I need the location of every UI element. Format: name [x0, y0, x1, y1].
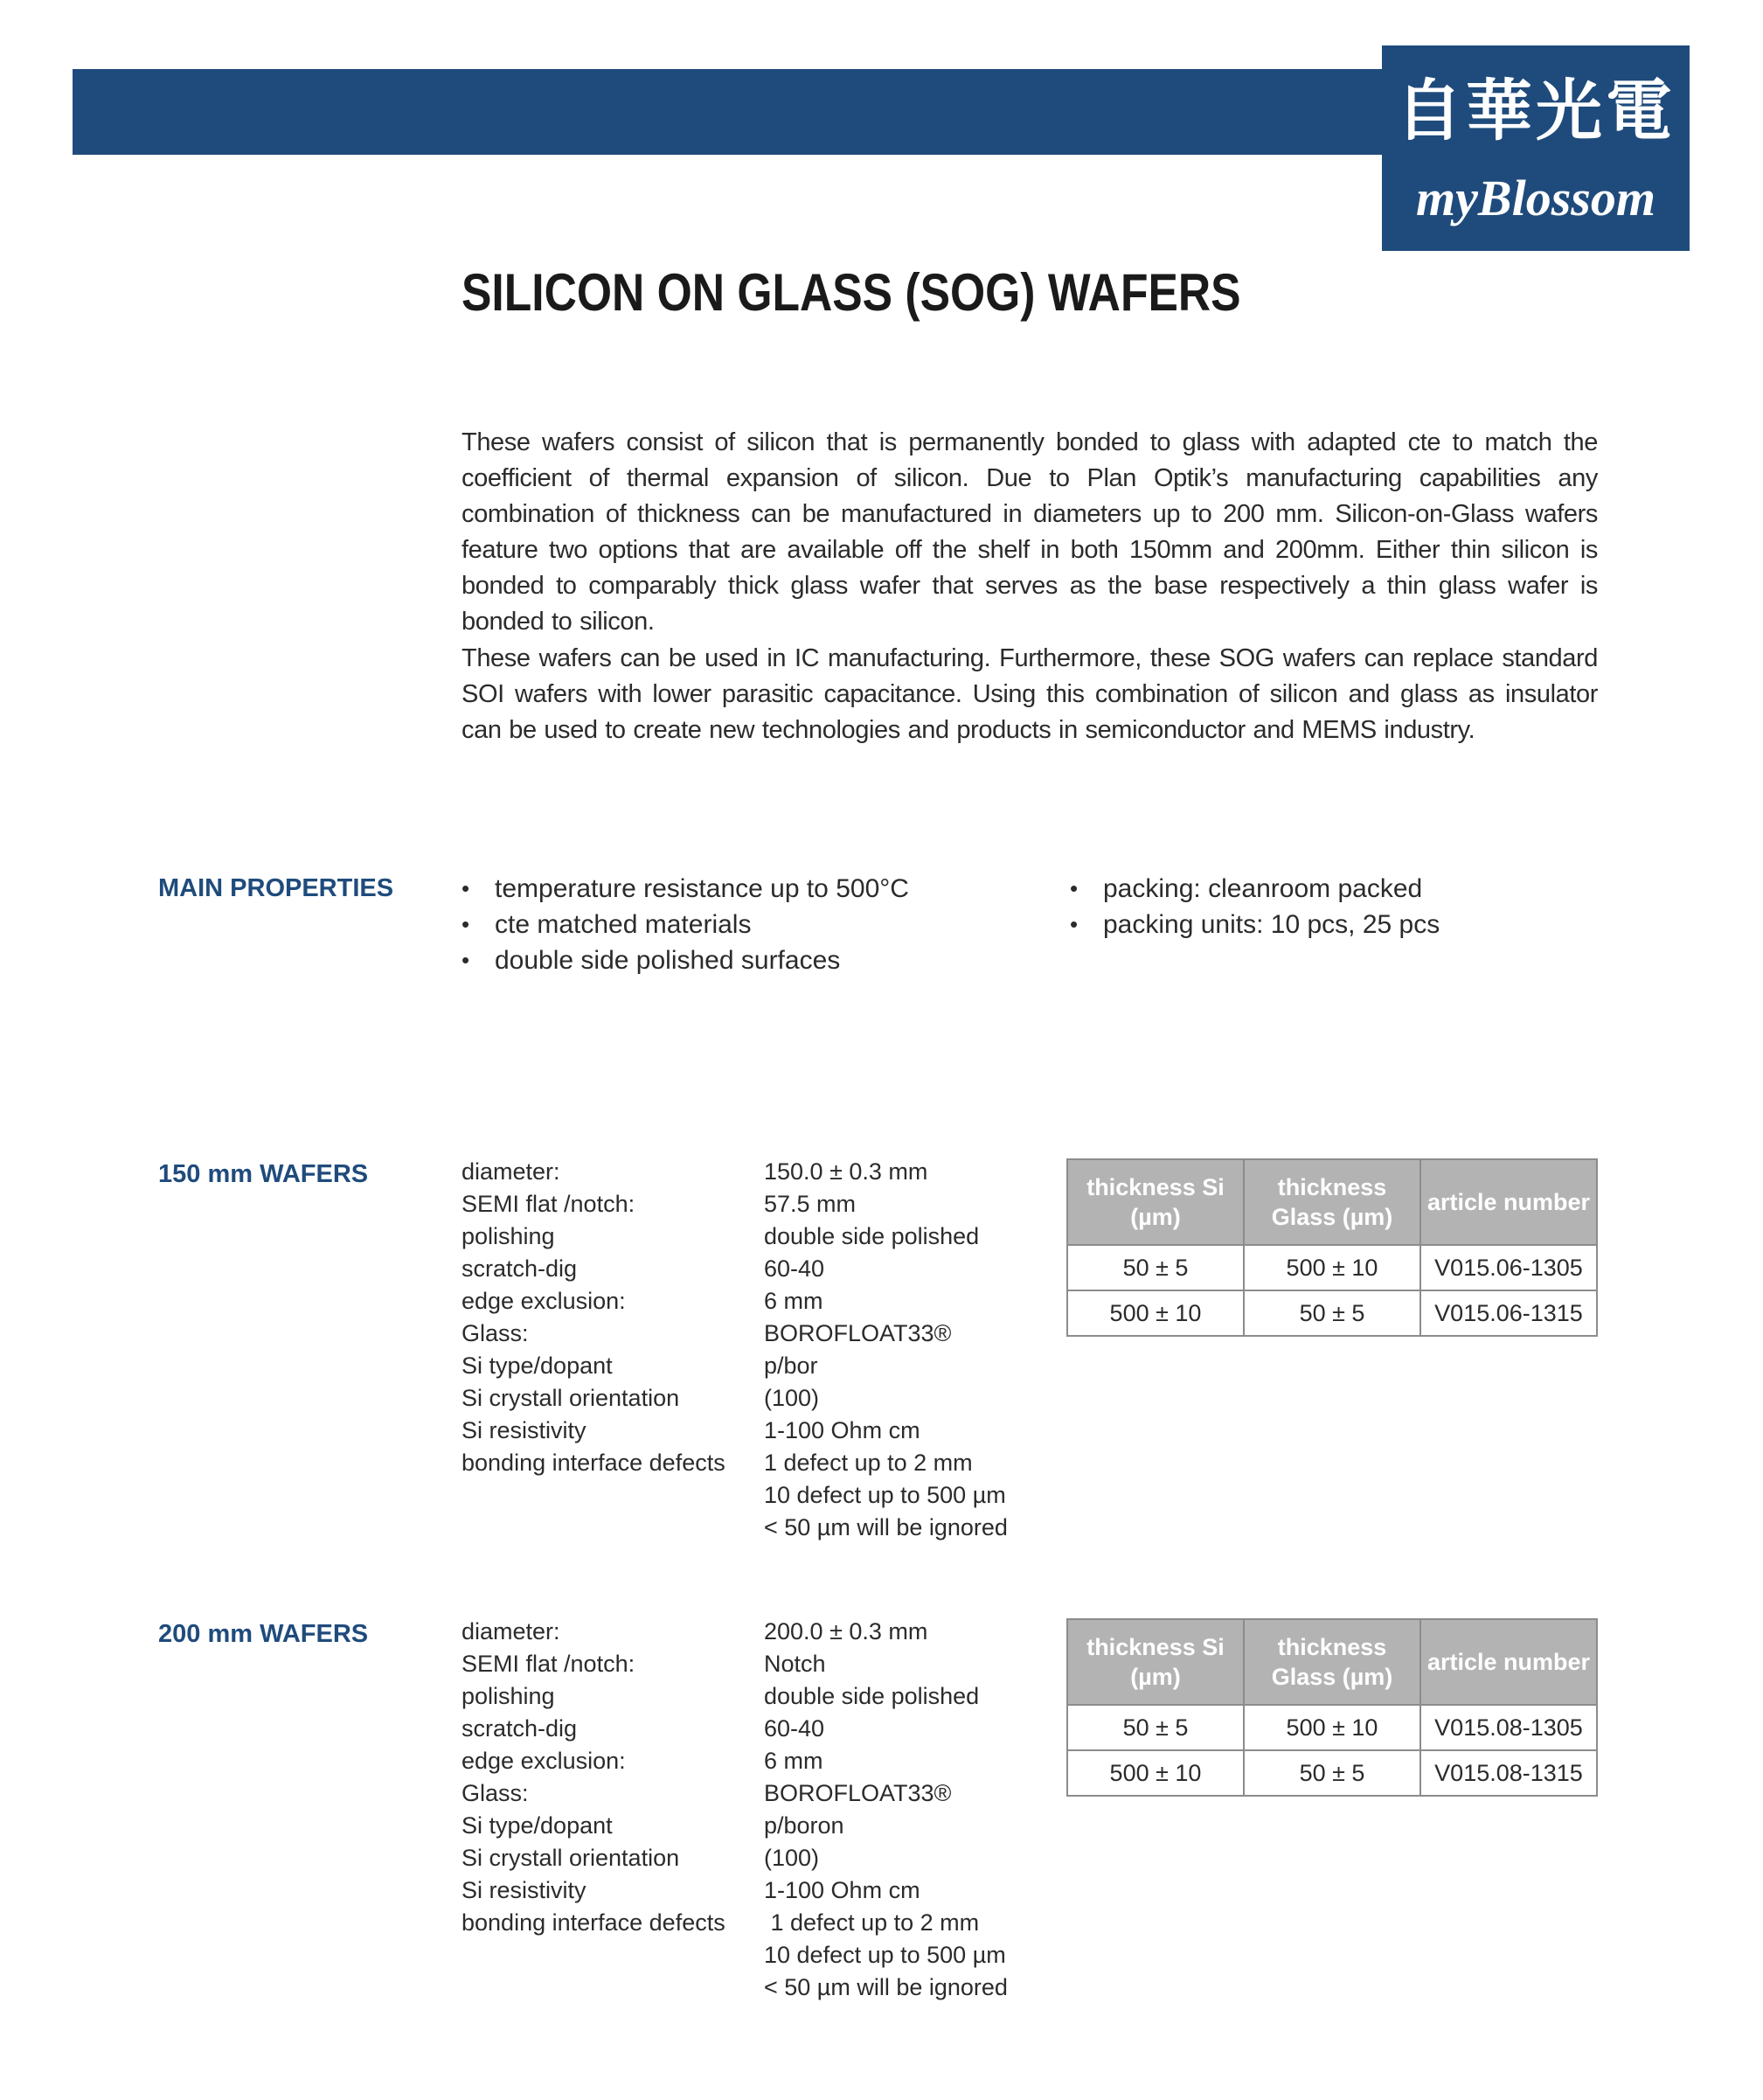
spec-value: (100) [764, 1385, 820, 1411]
table-header-row [1067, 1619, 1597, 1705]
spec-label: Si resistivity [462, 1877, 587, 1903]
table-cell: 50 ± 5 [1067, 1245, 1244, 1290]
spec-value: 60-40 [764, 1715, 825, 1742]
table-row [1067, 1245, 1597, 1290]
wafers-200-label: 200 mm WAFERS [158, 1620, 369, 1648]
spec-value: BOROFLOAT33® [764, 1780, 952, 1806]
wafers-150-article-table [1066, 1158, 1598, 1337]
spec-value: Notch [764, 1651, 826, 1677]
spec-label: Si crystall orientation [462, 1385, 680, 1411]
list-item-text: cte matched materials [495, 910, 752, 939]
column-header: thickness Glass (µm) [1244, 1619, 1420, 1705]
spec-label: Si crystall orientation [462, 1845, 680, 1871]
table-cell: V015.08-1305 [1420, 1705, 1597, 1750]
column-header: thickness Glass (µm) [1244, 1159, 1420, 1245]
spec-label: Glass: [462, 1780, 529, 1806]
spec-label: edge exclusion: [462, 1748, 626, 1774]
spec-value: 57.5 mm [764, 1191, 857, 1217]
bullet-icon: • [462, 911, 470, 937]
header-band [73, 69, 1384, 155]
brand-chinese-name: 自華光電 [1396, 72, 1676, 150]
table-row [1067, 1705, 1597, 1750]
intro-paragraph-1: These wafers consist of silicon that is permanently bonded to glass with adapted cte to match the coefficient of thermal expansion of silicon. Due to Plan Optik’s manufacturing capabilities any combination of thickness can be manufactured in diameters up to 200 mm. Silicon-on-Glass wafers feature two options that are available off the shelf in both 150mm and 200mm. Either thin silicon is bonded to comparably thick glass wafer that serves as the base respectively a thin glass wafer is bonded to silicon. [462, 428, 1598, 636]
spec-label: Si type/dopant [462, 1352, 613, 1379]
table-cell: V015.06-1315 [1420, 1290, 1597, 1336]
column-header: article number [1420, 1159, 1597, 1245]
spec-value: BOROFLOAT33® [764, 1320, 952, 1346]
spec-value: p/boron [764, 1812, 844, 1839]
spec-value: 10 defect up to 500 µm [764, 1482, 1006, 1508]
spec-label: edge exclusion: [462, 1288, 626, 1314]
column-header: thickness Si (µm) [1067, 1159, 1244, 1245]
spec-label: SEMI flat /notch: [462, 1651, 635, 1677]
spec-value: p/bor [764, 1352, 818, 1379]
spec-label: Si resistivity [462, 1417, 587, 1443]
bullet-icon: • [462, 947, 470, 973]
main-properties-right-list [1070, 871, 1440, 942]
spec-label: diameter: [462, 1618, 560, 1645]
spec-value: < 50 µm will be ignored [764, 1974, 1008, 2000]
page-title: SILICON ON GLASS (SOG) WAFERS [462, 263, 1241, 322]
intro-paragraph-2: These wafers can be used in IC manufacturing. Furthermore, these SOG wafers can replace standard SOI wafers with lower parasitic capacitance. Using this combination of silicon and glass as insulator can be used to create new technologies and products in semiconductor and MEMS industry. [462, 644, 1598, 744]
list-item [1070, 907, 1440, 942]
spec-value: 200.0 ± 0.3 mm [764, 1618, 928, 1645]
wafers-150-spec-values [764, 1156, 1008, 1544]
table-cell: 500 ± 10 [1244, 1245, 1420, 1290]
column-header: thickness Si (µm) [1067, 1619, 1244, 1705]
spec-label: SEMI flat /notch: [462, 1191, 635, 1217]
table-header-row [1067, 1159, 1597, 1245]
wafers-200-spec-values [764, 1616, 1008, 2004]
spec-value: 1-100 Ohm cm [764, 1417, 920, 1443]
list-item [462, 907, 909, 942]
spec-value: 1 defect up to 2 mm [764, 1450, 973, 1476]
list-item-text: double side polished surfaces [495, 946, 841, 975]
spec-value: (100) [764, 1845, 820, 1871]
spec-value: 1-100 Ohm cm [764, 1877, 920, 1903]
table-cell: V015.06-1305 [1420, 1245, 1597, 1290]
table-cell: 50 ± 5 [1067, 1705, 1244, 1750]
spec-value: double side polished [764, 1683, 980, 1709]
table-row [1067, 1290, 1597, 1336]
bullet-icon: • [1070, 875, 1079, 901]
spec-value: 150.0 ± 0.3 mm [764, 1158, 928, 1185]
spec-label: bonding interface defects [462, 1450, 725, 1476]
main-properties-label: MAIN PROPERTIES [158, 874, 394, 902]
spec-label: Glass: [462, 1320, 529, 1346]
brand-english-name: myBlossom [1416, 170, 1655, 226]
spec-value: double side polished [764, 1223, 980, 1249]
column-header: article number [1420, 1619, 1597, 1705]
spec-value: 10 defect up to 500 µm [764, 1942, 1006, 1968]
table-cell: 500 ± 10 [1067, 1290, 1244, 1336]
spec-value: 6 mm [764, 1748, 823, 1774]
list-item [1070, 871, 1440, 907]
spec-value: 6 mm [764, 1288, 823, 1314]
bullet-icon: • [462, 875, 470, 901]
table-cell: 500 ± 10 [1067, 1750, 1244, 1796]
spec-label: scratch-dig [462, 1715, 578, 1742]
spec-label: polishing [462, 1223, 555, 1249]
spec-value: < 50 µm will be ignored [764, 1514, 1008, 1540]
list-item [462, 942, 909, 978]
wafers-150-label: 150 mm WAFERS [158, 1160, 369, 1188]
table-cell: 50 ± 5 [1244, 1290, 1420, 1336]
list-item-text: packing: cleanroom packed [1103, 874, 1423, 903]
spec-label: scratch-dig [462, 1255, 578, 1282]
brand-logo [1382, 45, 1690, 251]
wafers-200-spec-labels [462, 1616, 725, 1939]
list-item [462, 871, 909, 907]
wafers-150-spec-labels [462, 1156, 725, 1479]
table-cell: V015.08-1315 [1420, 1750, 1597, 1796]
table-row [1067, 1750, 1597, 1796]
main-properties-left-list [462, 871, 909, 978]
spec-label: Si type/dopant [462, 1812, 613, 1839]
spec-label: polishing [462, 1683, 555, 1709]
wafers-200-article-table [1066, 1618, 1598, 1797]
spec-value: 1 defect up to 2 mm [764, 1909, 980, 1936]
table-cell: 50 ± 5 [1244, 1750, 1420, 1796]
table-cell: 500 ± 10 [1244, 1705, 1420, 1750]
bullet-icon: • [1070, 911, 1079, 937]
list-item-text: packing units: 10 pcs, 25 pcs [1103, 910, 1440, 939]
spec-value: 60-40 [764, 1255, 825, 1282]
spec-label: bonding interface defects [462, 1909, 725, 1936]
list-item-text: temperature resistance up to 500°C [495, 874, 909, 903]
spec-label: diameter: [462, 1158, 560, 1185]
